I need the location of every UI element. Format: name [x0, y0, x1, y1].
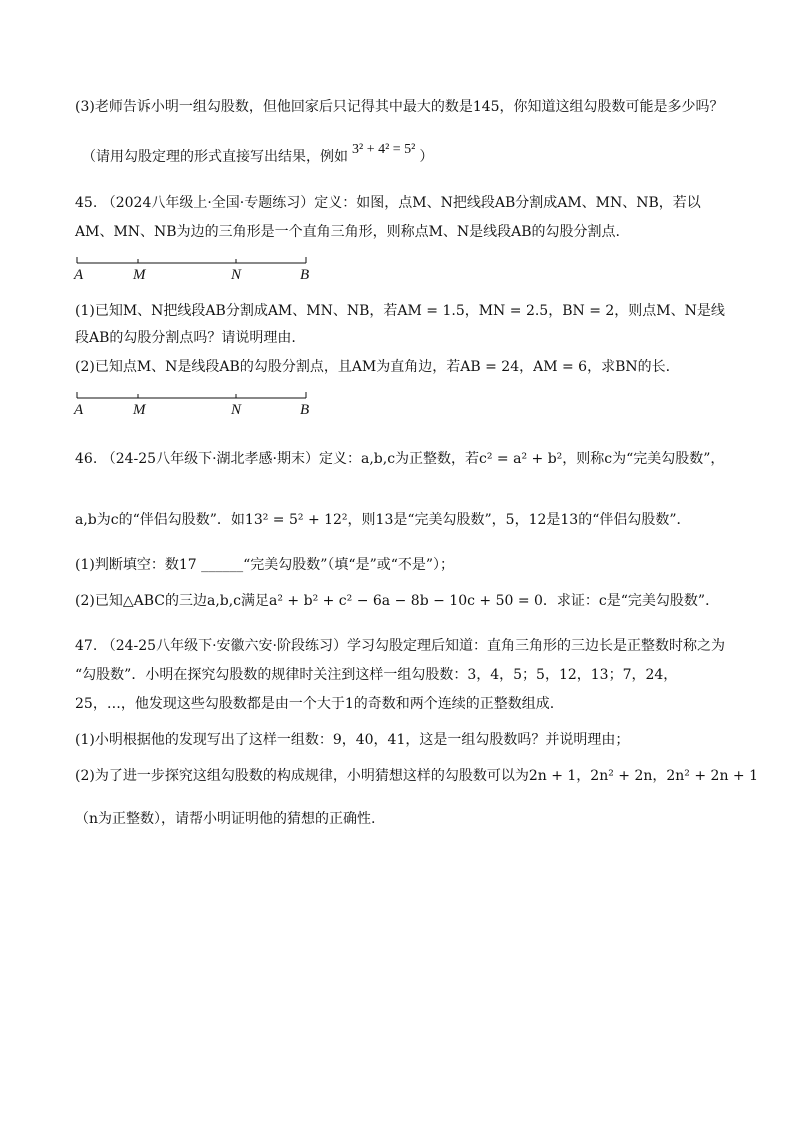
segment-diagram-2: [74, 390, 310, 418]
q46-part1: (1)判断填空：数17 ______“完美勾股数”（填“是”或“不是”）；: [75, 557, 455, 573]
segment-label-a: A: [74, 402, 84, 418]
q47-source: （24-25八年级下·安徽六安·阶段练习）: [101, 638, 347, 654]
q47-part2-tail: （n为正整数），请帮小明证明他的猜想的正确性.: [75, 811, 376, 827]
q44-hint-example: 3² + 4² = 5²: [352, 142, 416, 157]
segment-label-a: A: [74, 267, 84, 283]
q44-hint-open: （请用勾股定理的形式直接写出结果，例如: [82, 149, 348, 165]
q44-hint: [82, 142, 434, 168]
q44-hint-close: ）: [419, 149, 434, 165]
q47-line1-text: 学习勾股定理后知道：直角三角形的三边长是正整数时称之为: [346, 638, 725, 654]
q45-number: 45.: [75, 195, 98, 211]
q46-number: 46.: [75, 451, 98, 467]
q47-line2: “勾股数”．小明在探究勾股数的规律时关注到这样一组勾股数：3，4，5；5，12，13；7，24，: [75, 667, 678, 683]
q45-line1: [75, 193, 701, 213]
q46-line2: a,b为c的“伴侣勾股数”．如13² = 5² + 12²，则13是“完美勾股数”，5，12是13的“伴侣勾股数”．: [75, 512, 691, 528]
q45-part1-line2: 段AB的勾股分割点吗？请说明理由.: [75, 330, 296, 346]
segment-line-2: [76, 390, 308, 402]
segment-label-n: N: [231, 267, 242, 283]
q45-source: （2024八年级上·全国·专题练习）: [101, 195, 315, 211]
q45-def-line1: 定义：如图，点M、N把线段AB分割成AM、MN、NB，若以: [314, 195, 701, 211]
q47-part2: (2)为了进一步探究这组勾股数的构成规律，小明猜想这样的勾股数可以为2n + 1，2n² + 2n，2n² + 2n + 1: [75, 768, 759, 784]
q44-part3: (3)老师告诉小明一组勾股数，但他回家后只记得其中最大的数是145，你知道这组勾股数可能是多少吗？: [75, 99, 724, 115]
segment-line-1: [76, 255, 308, 267]
q46-line1-text: 定义：a,b,c为正整数，若c² = a² + b²，则称c为“完美勾股数”，: [318, 451, 725, 467]
q45-line2: AM、MN、NB为边的三角形是一个直角三角形，则称点M、N是线段AB的勾股分割点.: [75, 224, 621, 240]
q47-number: 47.: [75, 638, 98, 654]
segment-label-m: M: [133, 402, 146, 418]
q46-line1: [75, 449, 724, 469]
segment-label-b: B: [300, 267, 310, 283]
segment-diagram-1: [74, 255, 310, 283]
segment-label-n: N: [231, 402, 242, 418]
q46-part2: (2)已知△ABC的三边a,b,c满足a² + b² + c² − 6a − 8b − 10c + 50 = 0．求证：c是“完美勾股数”．: [75, 593, 720, 609]
q46-source: （24-25八年级下·湖北孝感·期末）: [101, 451, 319, 467]
segment-label-b: B: [300, 402, 310, 418]
segment-label-m: M: [133, 267, 146, 283]
q45-part2: (2)已知点M、N是线段AB的勾股分割点，且AM为直角边，若AB = 24，AM = 6，求BN的长.: [75, 359, 671, 375]
q47-line1: [75, 636, 725, 656]
q47-part1: (1)小明根据他的发现写出了这样一组数：9，40，41，这是一组勾股数吗？并说明理由；: [75, 732, 630, 748]
q47-line3: 25，…，他发现这些勾股数都是由一个大于1的奇数和两个连续的正整数组成.: [75, 696, 555, 712]
q45-part1-line1: (1)已知M、N把线段AB分割成AM、MN、NB，若AM = 1.5，MN = 2.5，BN = 2，则点M、N是线: [75, 303, 725, 319]
